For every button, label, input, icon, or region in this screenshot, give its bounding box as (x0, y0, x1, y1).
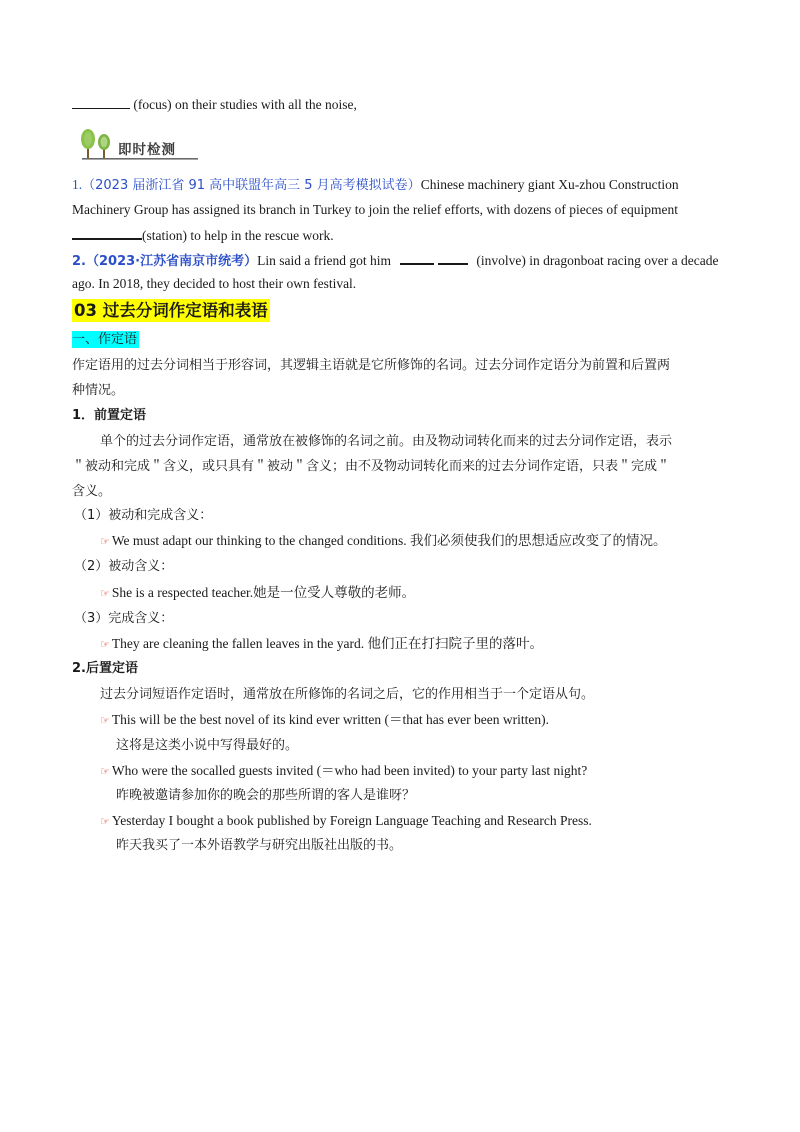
q2-line2: ago. In 2018, they decided to host their own festival. (72, 276, 357, 291)
pre-title: 1．前置定语 (72, 408, 147, 423)
section-banner-label: 即时检测 (118, 142, 176, 158)
post-example-2-cn: 昨晚被邀请参加你的晚会的那些所谓的客人是谁呀？ (116, 788, 416, 803)
post-title: 2.后置定语 (72, 661, 138, 676)
section-heading-03: 03 过去分词作定语和表语 (74, 301, 268, 320)
q1-number: 1. (72, 177, 83, 192)
example-text: This will be the best novel of its kind ever written (＝that has ever been written). (111, 712, 550, 727)
example-text: They are cleaning the fallen leaves in the yard. 他们正在打扫院子里的落叶。 (111, 636, 544, 651)
post-example-3 (100, 812, 592, 831)
q2-line1 (72, 251, 719, 271)
post-example-1 (100, 711, 549, 730)
example-text: Who were the socalled guests invited (＝who had been invited) to your party last night? (111, 763, 588, 778)
q2-source: 2.（2023·江苏省南京市统考） (72, 254, 258, 269)
pre-case3-example (100, 635, 543, 654)
section-banner (76, 126, 198, 160)
post-example-1-cn: 这将是这类小说中写得最好的。 (116, 738, 299, 753)
q1-text-1: Chinese machinery giant Xu-zhou Construction (420, 177, 679, 192)
pointing-hand-icon: ☞ (100, 765, 110, 778)
answer-blank[interactable] (72, 226, 142, 240)
post-example-3-cn: 昨天我买了一本外语教学与研究出版社出版的书。 (116, 838, 403, 853)
top-line (72, 96, 357, 114)
answer-blank[interactable] (438, 251, 468, 265)
example-text: We must adapt our thinking to the changed conditions. 我们必须使我们的思想适应改变了的情况。 (111, 533, 667, 548)
pre-para-3: 含义。 (72, 484, 112, 499)
intro-line2: 种情况。 (72, 383, 125, 398)
subheading-attributive: 一、作定语 (72, 332, 138, 347)
answer-blank[interactable] (400, 251, 434, 265)
pre-case3-label: （3）完成含义： (74, 611, 174, 626)
pointing-hand-icon: ☞ (100, 714, 110, 727)
intro-line1: 作定语用的过去分词相当于形容词，其逻辑主语就是它所修饰的名词。过去分词作定语分为前置和后置两 (72, 358, 671, 373)
q1-line1 (72, 176, 679, 195)
pre-case1-label: （1）被动和完成含义： (74, 508, 213, 523)
pre-case2-label: （2）被动含义： (74, 559, 174, 574)
q1-line2: Machinery Group has assigned its branch in Turkey to join the relief efforts, with dozens of pieces of equipment (72, 202, 678, 217)
pre-para-1: 单个的过去分词作定语，通常放在被修饰的名词之前。由及物动词转化而来的过去分词作定语，表示 (100, 434, 673, 449)
pre-case1-example (100, 532, 666, 551)
pointing-hand-icon: ☞ (100, 638, 110, 651)
q2-text-1a: Lin said a friend got him (257, 253, 391, 268)
q2-text-1b: (involve) in dragonboat racing over a decade (476, 253, 719, 268)
example-text: Yesterday I bought a book published by Foreign Language Teaching and Research Press. (111, 813, 592, 828)
q1-source: （2023 届浙江省 91 高中联盟年高三 5 月高考模拟试卷） (82, 178, 421, 193)
answer-blank[interactable] (72, 96, 130, 109)
q1-text-3: (station) to help in the rescue work. (142, 228, 334, 243)
pointing-hand-icon: ☞ (100, 587, 110, 600)
pointing-hand-icon: ☞ (100, 535, 110, 548)
pointing-hand-icon: ☞ (100, 815, 110, 828)
pre-para-2: ＂被动和完成＂含义，或只具有＂被动＂含义；由不及物动词转化而来的过去分词作定语，只表＂完成＂ (72, 459, 671, 474)
pre-case2-example (100, 584, 415, 603)
q1-line3 (72, 226, 334, 245)
top-line-text: (focus) on their studies with all the noise, (133, 97, 357, 112)
example-text: She is a respected teacher.她是一位受人尊敬的老师。 (111, 585, 416, 600)
post-example-2 (100, 762, 587, 781)
post-para-1: 过去分词短语作定语时，通常放在所修饰的名词之后，它的作用相当于一个定语从句。 (100, 687, 595, 702)
